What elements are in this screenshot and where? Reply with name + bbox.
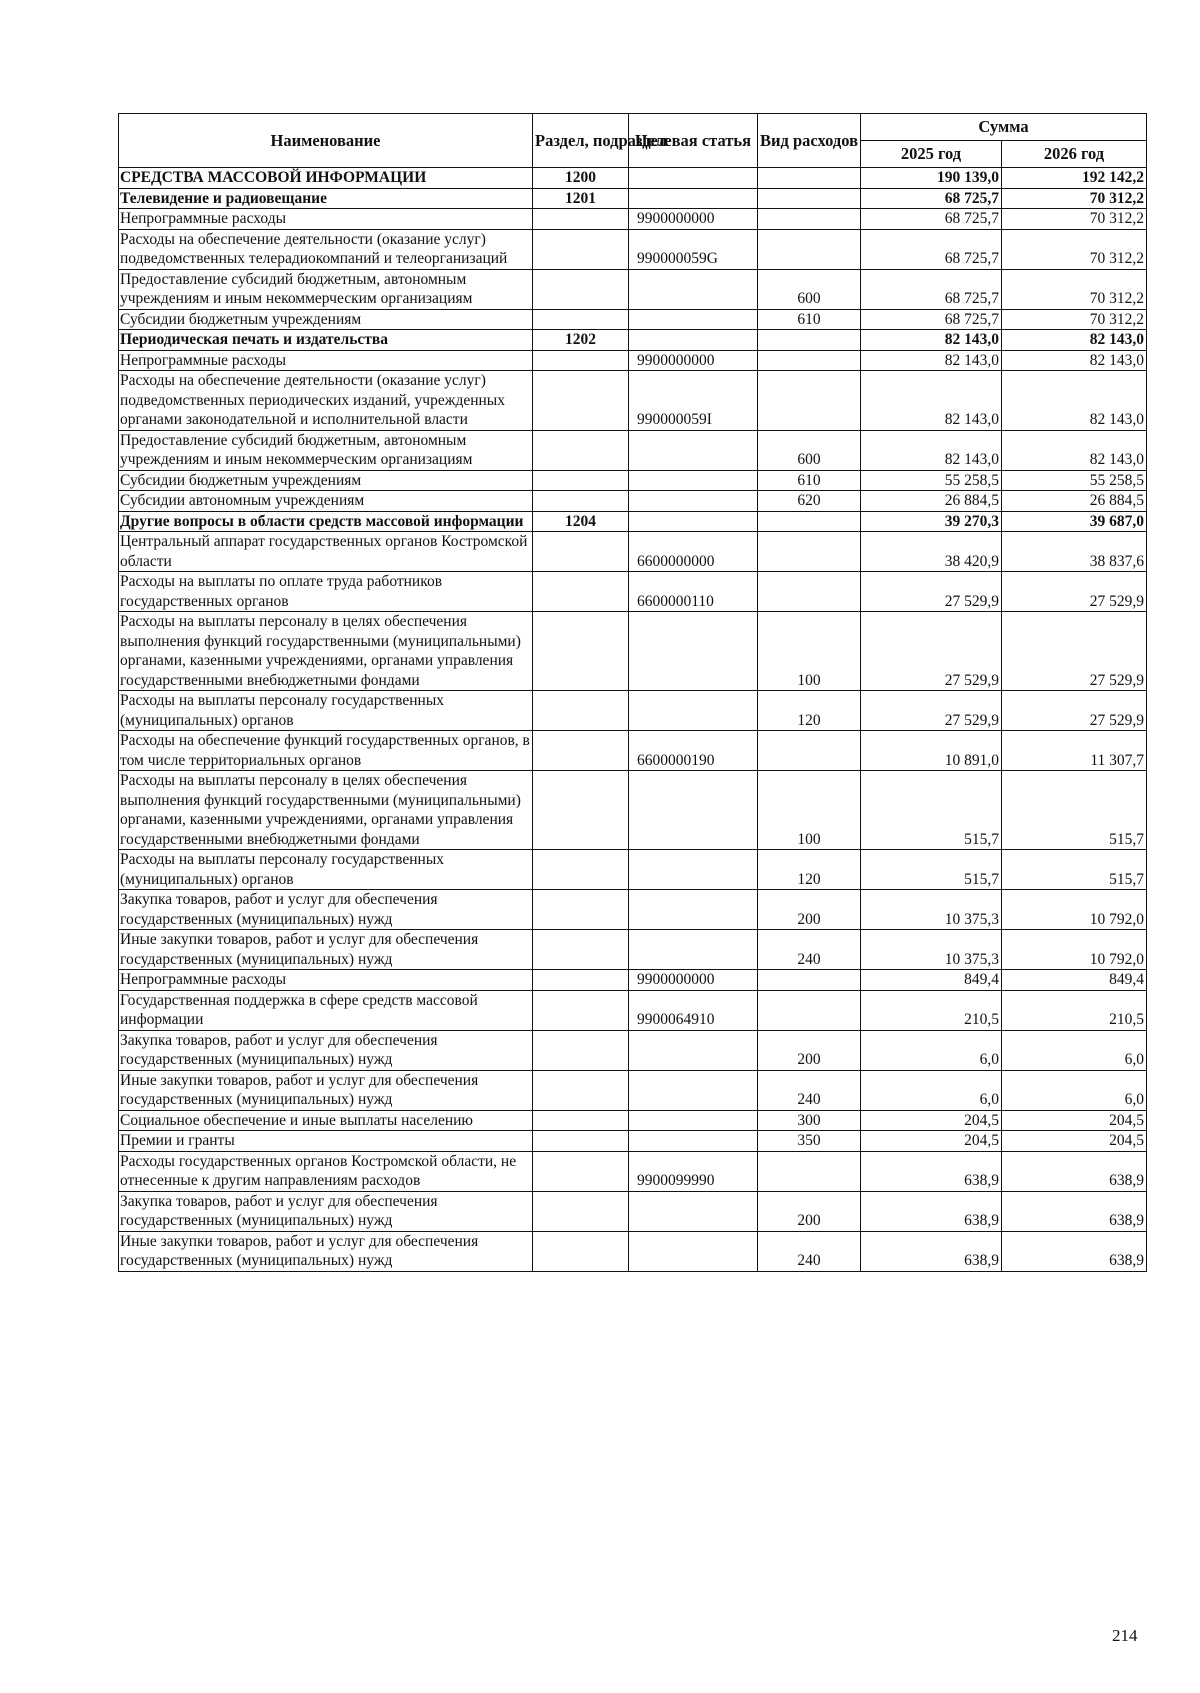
cell-section: [533, 1030, 629, 1070]
table-row: [119, 572, 1147, 612]
cell-y1: 68 725,7: [861, 229, 1002, 269]
cell-y2: 638,9: [1002, 1231, 1147, 1271]
cell-y2: 38 837,6: [1002, 532, 1147, 572]
cell-y1: 26 884,5: [861, 491, 1002, 512]
table-row: [119, 309, 1147, 330]
cell-target: [629, 1191, 758, 1231]
cell-y1: 204,5: [861, 1131, 1002, 1152]
table-row: [119, 731, 1147, 771]
cell-name: Другие вопросы в области средств массовой информации: [119, 511, 533, 532]
cell-type: [758, 209, 861, 230]
cell-y1: 515,7: [861, 850, 1002, 890]
cell-name: Расходы на выплаты персоналу в целях обеспечения выполнения функций государственными (муниципальными) органами, казенными учреждениями, органами управления государственными внебюджетными фондами: [119, 771, 533, 850]
table-row: [119, 1191, 1147, 1231]
cell-y1: 82 143,0: [861, 430, 1002, 470]
cell-y1: 6,0: [861, 1030, 1002, 1070]
cell-type: 100: [758, 612, 861, 691]
table-row: [119, 1151, 1147, 1191]
cell-name: Расходы на обеспечение деятельности (оказание услуг) подведомственных телерадиокомпаний и телеорганизаций: [119, 229, 533, 269]
table-row: [119, 612, 1147, 691]
table-row: [119, 1131, 1147, 1152]
header-sum: Сумма: [861, 114, 1147, 141]
cell-target: [629, 1110, 758, 1131]
cell-type: [758, 229, 861, 269]
cell-target: [629, 850, 758, 890]
table-row: [119, 990, 1147, 1030]
cell-y2: 849,4: [1002, 970, 1147, 991]
cell-y1: 39 270,3: [861, 511, 1002, 532]
cell-y1: 10 375,3: [861, 930, 1002, 970]
cell-y2: 82 143,0: [1002, 371, 1147, 431]
cell-section: [533, 229, 629, 269]
cell-section: 1202: [533, 330, 629, 351]
cell-name: Непрограммные расходы: [119, 970, 533, 991]
cell-y1: 68 725,7: [861, 188, 1002, 209]
cell-type: 200: [758, 1191, 861, 1231]
cell-y2: 515,7: [1002, 850, 1147, 890]
cell-name: Субсидии автономным учреждениям: [119, 491, 533, 512]
cell-target: [629, 1070, 758, 1110]
cell-y1: 27 529,9: [861, 612, 1002, 691]
cell-target: [629, 1131, 758, 1152]
cell-section: 1204: [533, 511, 629, 532]
cell-type: 120: [758, 850, 861, 890]
table-row: [119, 1030, 1147, 1070]
cell-target: [629, 612, 758, 691]
cell-target: 990000059G: [629, 229, 758, 269]
cell-section: [533, 572, 629, 612]
cell-section: [533, 970, 629, 991]
table-row: [119, 229, 1147, 269]
table-row: [119, 371, 1147, 431]
cell-target: [629, 691, 758, 731]
cell-section: 1201: [533, 188, 629, 209]
cell-name: Закупка товаров, работ и услуг для обеспечения государственных (муниципальных) нужд: [119, 890, 533, 930]
cell-target: [629, 430, 758, 470]
cell-y2: 27 529,9: [1002, 691, 1147, 731]
table-row: [119, 168, 1147, 189]
table-row: [119, 532, 1147, 572]
cell-y1: 638,9: [861, 1231, 1002, 1271]
cell-name: Расходы на выплаты персоналу в целях обеспечения выполнения функций государственными (муниципальными) органами, казенными учреждениями, органами управления государственными внебюджетными фондами: [119, 612, 533, 691]
cell-y2: 10 792,0: [1002, 930, 1147, 970]
cell-y2: 204,5: [1002, 1131, 1147, 1152]
cell-name: Непрограммные расходы: [119, 350, 533, 371]
cell-target: [629, 168, 758, 189]
cell-target: 6600000000: [629, 532, 758, 572]
cell-section: [533, 1231, 629, 1271]
cell-y2: 39 687,0: [1002, 511, 1147, 532]
cell-y1: 849,4: [861, 970, 1002, 991]
cell-section: [533, 371, 629, 431]
cell-name: Иные закупки товаров, работ и услуг для обеспечения государственных (муниципальных) нужд: [119, 930, 533, 970]
cell-y2: 6,0: [1002, 1030, 1147, 1070]
cell-name: Расходы на выплаты по оплате труда работников государственных органов: [119, 572, 533, 612]
cell-y1: 190 139,0: [861, 168, 1002, 189]
cell-y1: 68 725,7: [861, 209, 1002, 230]
cell-y2: 82 143,0: [1002, 330, 1147, 351]
cell-section: [533, 1070, 629, 1110]
cell-type: [758, 168, 861, 189]
cell-target: 9900000000: [629, 350, 758, 371]
cell-target: [629, 771, 758, 850]
cell-y2: 27 529,9: [1002, 612, 1147, 691]
cell-target: [629, 491, 758, 512]
cell-y1: 82 143,0: [861, 330, 1002, 351]
table-row: [119, 771, 1147, 850]
cell-type: [758, 970, 861, 991]
cell-y2: 70 312,2: [1002, 269, 1147, 309]
cell-target: [629, 1231, 758, 1271]
cell-section: [533, 209, 629, 230]
cell-name: Расходы государственных органов Костромской области, не отнесенные к другим направлениям расходов: [119, 1151, 533, 1191]
cell-type: [758, 572, 861, 612]
cell-target: 990000059I: [629, 371, 758, 431]
cell-name: Расходы на выплаты персоналу государственных (муниципальных) органов: [119, 850, 533, 890]
cell-section: 1200: [533, 168, 629, 189]
cell-y2: 10 792,0: [1002, 890, 1147, 930]
table-row: [119, 269, 1147, 309]
cell-y1: 68 725,7: [861, 309, 1002, 330]
cell-type: 200: [758, 1030, 861, 1070]
cell-y2: 27 529,9: [1002, 572, 1147, 612]
cell-type: 240: [758, 1070, 861, 1110]
cell-y2: 204,5: [1002, 1110, 1147, 1131]
cell-type: 240: [758, 1231, 861, 1271]
cell-type: [758, 532, 861, 572]
cell-name: Закупка товаров, работ и услуг для обеспечения государственных (муниципальных) нужд: [119, 1030, 533, 1070]
cell-y2: 70 312,2: [1002, 309, 1147, 330]
cell-name: Непрограммные расходы: [119, 209, 533, 230]
table-row: [119, 1231, 1147, 1271]
cell-type: [758, 731, 861, 771]
cell-y1: 638,9: [861, 1191, 1002, 1231]
cell-name: Предоставление субсидий бюджетным, автономным учреждениям и иным некоммерческим организациям: [119, 269, 533, 309]
cell-section: [533, 1131, 629, 1152]
cell-section: [533, 990, 629, 1030]
cell-type: 240: [758, 930, 861, 970]
cell-y1: 638,9: [861, 1151, 1002, 1191]
cell-y1: 6,0: [861, 1070, 1002, 1110]
cell-y2: 70 312,2: [1002, 209, 1147, 230]
cell-type: 610: [758, 470, 861, 491]
cell-y2: 638,9: [1002, 1191, 1147, 1231]
cell-section: [533, 470, 629, 491]
cell-y1: 82 143,0: [861, 350, 1002, 371]
cell-y1: 210,5: [861, 990, 1002, 1030]
header-target: Целевая статья: [629, 114, 758, 168]
cell-name: Государственная поддержка в сфере средств массовой информации: [119, 990, 533, 1030]
cell-target: 9900000000: [629, 209, 758, 230]
table-row: [119, 209, 1147, 230]
cell-y1: 27 529,9: [861, 691, 1002, 731]
cell-name: Субсидии бюджетным учреждениям: [119, 309, 533, 330]
cell-name: Периодическая печать и издательства: [119, 330, 533, 351]
cell-name: Предоставление субсидий бюджетным, автономным учреждениям и иным некоммерческим организациям: [119, 430, 533, 470]
cell-y1: 10 891,0: [861, 731, 1002, 771]
cell-type: [758, 1151, 861, 1191]
cell-y1: 27 529,9: [861, 572, 1002, 612]
cell-type: 100: [758, 771, 861, 850]
cell-section: [533, 1191, 629, 1231]
cell-type: 620: [758, 491, 861, 512]
cell-name: Закупка товаров, работ и услуг для обеспечения государственных (муниципальных) нужд: [119, 1191, 533, 1231]
cell-y1: 82 143,0: [861, 371, 1002, 431]
cell-section: [533, 612, 629, 691]
header-year-2026: 2026 год: [1002, 141, 1147, 168]
table-row: [119, 330, 1147, 351]
cell-type: [758, 188, 861, 209]
cell-type: [758, 511, 861, 532]
table-row: [119, 890, 1147, 930]
table-row: [119, 511, 1147, 532]
cell-target: 9900000000: [629, 970, 758, 991]
cell-name: Расходы на обеспечение деятельности (оказание услуг) подведомственных периодических изданий, учрежденных органами законодательной и исполнительной власти: [119, 371, 533, 431]
cell-y2: 26 884,5: [1002, 491, 1147, 512]
table-row: [119, 691, 1147, 731]
cell-section: [533, 491, 629, 512]
cell-type: [758, 990, 861, 1030]
table-row: [119, 850, 1147, 890]
cell-target: [629, 890, 758, 930]
cell-name: Иные закупки товаров, работ и услуг для обеспечения государственных (муниципальных) нужд: [119, 1070, 533, 1110]
header-name: Наименование: [119, 114, 533, 168]
cell-target: 6600000190: [629, 731, 758, 771]
table-row: [119, 470, 1147, 491]
cell-type: [758, 371, 861, 431]
table-row: [119, 1070, 1147, 1110]
page-number: 214: [1112, 1626, 1138, 1645]
cell-type: 350: [758, 1131, 861, 1152]
cell-type: 300: [758, 1110, 861, 1131]
table-row: [119, 350, 1147, 371]
header-year-2025: 2025 год: [861, 141, 1002, 168]
cell-section: [533, 771, 629, 850]
cell-y1: 68 725,7: [861, 269, 1002, 309]
table-row: [119, 970, 1147, 991]
cell-y1: 204,5: [861, 1110, 1002, 1131]
cell-y2: 82 143,0: [1002, 430, 1147, 470]
cell-y2: 515,7: [1002, 771, 1147, 850]
cell-y1: 38 420,9: [861, 532, 1002, 572]
cell-y2: 638,9: [1002, 1151, 1147, 1191]
cell-target: [629, 269, 758, 309]
cell-target: [629, 930, 758, 970]
cell-target: 6600000110: [629, 572, 758, 612]
cell-y1: 10 375,3: [861, 890, 1002, 930]
cell-section: [533, 1110, 629, 1131]
cell-name: Социальное обеспечение и иные выплаты населению: [119, 1110, 533, 1131]
cell-section: [533, 269, 629, 309]
cell-type: [758, 350, 861, 371]
cell-section: [533, 930, 629, 970]
table-row: [119, 430, 1147, 470]
cell-section: [533, 1151, 629, 1191]
cell-target: [629, 188, 758, 209]
cell-name: Субсидии бюджетным учреждениям: [119, 470, 533, 491]
cell-y2: 11 307,7: [1002, 731, 1147, 771]
cell-target: 9900099990: [629, 1151, 758, 1191]
cell-y2: 192 142,2: [1002, 168, 1147, 189]
cell-section: [533, 731, 629, 771]
cell-target: [629, 330, 758, 351]
cell-section: [533, 350, 629, 371]
cell-section: [533, 430, 629, 470]
cell-y2: 82 143,0: [1002, 350, 1147, 371]
cell-y1: 55 258,5: [861, 470, 1002, 491]
cell-y2: 70 312,2: [1002, 229, 1147, 269]
cell-name: Центральный аппарат государственных органов Костромской области: [119, 532, 533, 572]
cell-type: 610: [758, 309, 861, 330]
table-row: [119, 1110, 1147, 1131]
header-section: Раздел, подраздел: [533, 114, 629, 168]
cell-target: [629, 470, 758, 491]
table-row: [119, 491, 1147, 512]
cell-y2: 55 258,5: [1002, 470, 1147, 491]
cell-section: [533, 850, 629, 890]
cell-name: Телевидение и радиовещание: [119, 188, 533, 209]
cell-target: [629, 309, 758, 330]
cell-section: [533, 890, 629, 930]
cell-type: 120: [758, 691, 861, 731]
table-row: [119, 930, 1147, 970]
cell-y2: 6,0: [1002, 1070, 1147, 1110]
cell-type: 600: [758, 269, 861, 309]
cell-target: [629, 511, 758, 532]
cell-y2: 210,5: [1002, 990, 1147, 1030]
cell-name: СРЕДСТВА МАССОВОЙ ИНФОРМАЦИИ: [119, 168, 533, 189]
cell-target: [629, 1030, 758, 1070]
cell-section: [533, 532, 629, 572]
cell-name: Расходы на обеспечение функций государственных органов, в том числе территориальных органов: [119, 731, 533, 771]
cell-name: Расходы на выплаты персоналу государственных (муниципальных) органов: [119, 691, 533, 731]
table-row: [119, 188, 1147, 209]
cell-y2: 70 312,2: [1002, 188, 1147, 209]
cell-type: [758, 330, 861, 351]
cell-y1: 515,7: [861, 771, 1002, 850]
table-body: [119, 168, 1147, 1272]
cell-type: 600: [758, 430, 861, 470]
cell-section: [533, 691, 629, 731]
cell-target: 9900064910: [629, 990, 758, 1030]
budget-table: [118, 113, 1147, 1272]
cell-name: Иные закупки товаров, работ и услуг для обеспечения государственных (муниципальных) нужд: [119, 1231, 533, 1271]
header-type: Вид расходов: [758, 114, 861, 168]
cell-name: Премии и гранты: [119, 1131, 533, 1152]
cell-type: 200: [758, 890, 861, 930]
cell-section: [533, 309, 629, 330]
